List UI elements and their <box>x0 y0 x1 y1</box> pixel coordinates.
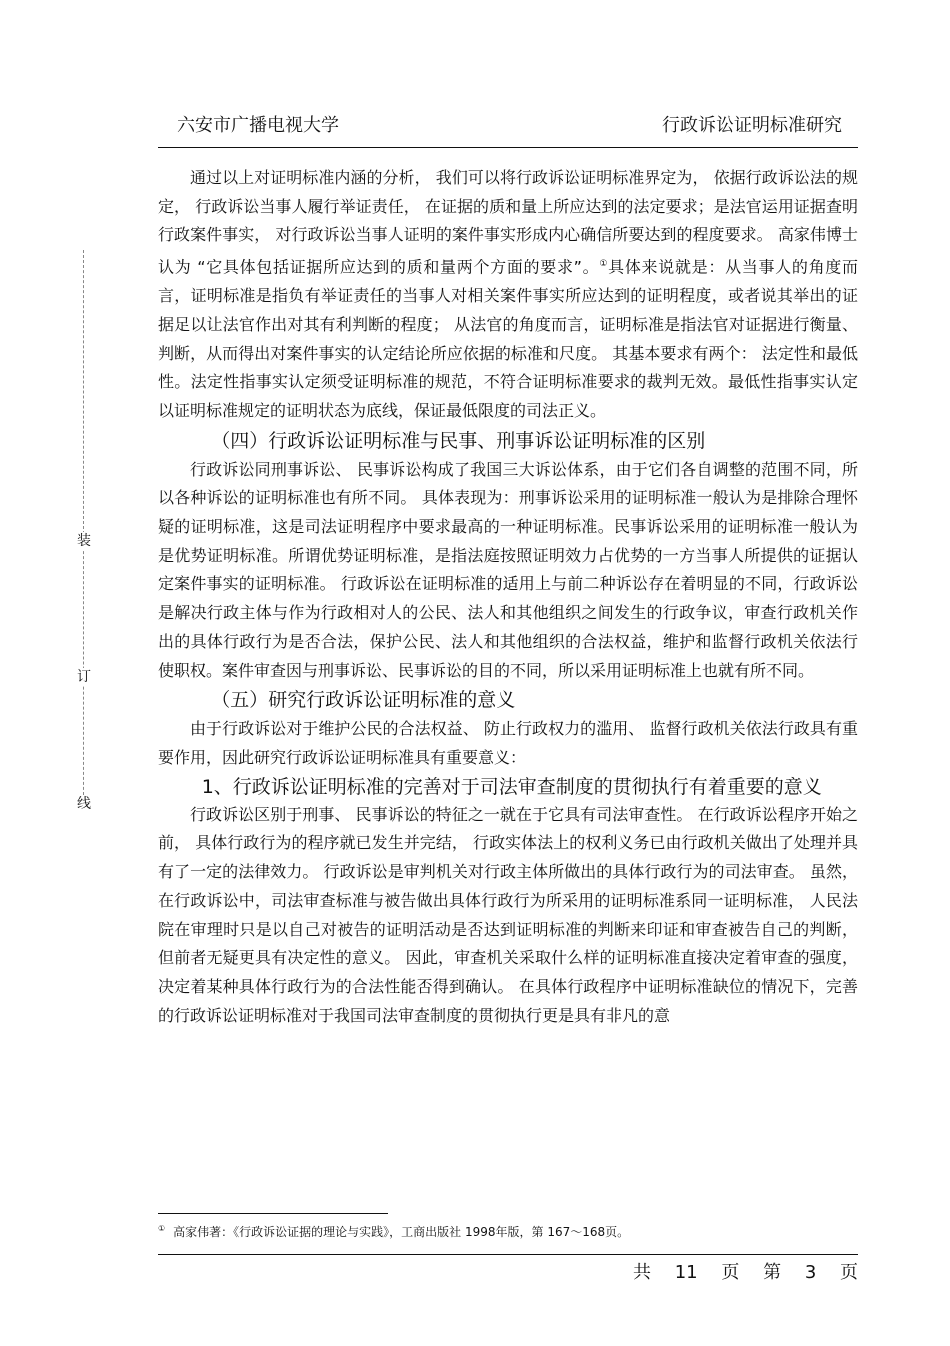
footnote-text: 高家伟著：《行政诉讼证据的理论与实践》，工商出版社 1998年版，第 167～168页。 <box>173 1225 630 1239</box>
footer-page-unit-2: 页 <box>840 1262 858 1283</box>
paragraph-definition-text: 通过以上对证明标准内涵的分析， 我们可以将行政诉讼证明标准界定为， 依据行政诉讼法的规定， 行政诉讼当事人履行举证责任， 在证据的质和量上所应达到的法定要求；是法官运用证据查明行政案件事实， 对行政诉讼当事人证明的案件事实形成内心确信所要达到的程度要求。 高家伟博士认为 “它具体包括证据所应达到的质和量两个方面的要求”。 <box>158 168 858 277</box>
binding-char-ding: 订 <box>77 669 91 685</box>
page-footer <box>621 1258 858 1284</box>
binding-char-xian: 线 <box>77 796 91 812</box>
footnote-rule <box>158 1213 388 1214</box>
body-content <box>158 164 858 1030</box>
footer-rule <box>158 1254 858 1255</box>
binding-char-zhuang: 装 <box>77 533 91 549</box>
binding-margin <box>76 250 92 810</box>
header-institution: 六安市广播电视大学 <box>177 115 339 136</box>
footnote-mark: ① <box>158 1224 166 1233</box>
paragraph-comparison: 行政诉讼同刑事诉讼、 民事诉讼构成了我国三大诉讼体系，由于它们各自调整的范围不同，所以各种诉讼的证明标准也有所不同。 具体表现为：刑事诉讼采用的证明标准一般认为是排除合理怀疑的证明标准，这是司法证明程序中要求最高的一种证明标准。民事诉讼采用的证明标准一般认为是优势证明标准。所谓优势证明标准，是指法庭按照证明效力占优势的一方当事人所提供的证据认定案件事实的证明标准。 行政诉讼在证明标准的适用上与前二种诉讼存在着明显的不同，行政诉讼是解决行政主体与作为行政相对人的公民、法人和其他组织之间发生的行政争议，审查行政机关作出的具体行政行为是否合法，保护公民、法人和其他组织的合法权益，维护和监督行政机关依法行使职权。案件审查因与刑事诉讼、民事诉讼的目的不同，所以采用证明标准上也就有所不同。 <box>158 459 858 680</box>
subsection-heading-1: 1、行政诉讼证明标准的完善对于司法审查制度的贯彻执行有着重要的意义 <box>201 775 822 798</box>
paragraph-definition <box>158 164 858 426</box>
footer-total-label: 共 <box>632 1262 651 1283</box>
paragraph-judicial-review: 行政诉讼区别于刑事、 民事诉讼的特征之一就在于它具有司法审查性。 在行政诉讼程序开始之前， 具体行政行为的程序就已发生并完结， 行政实体法上的权利义务已由行政机关做出了处理并具有了一定的法律效力。 行政诉讼是审判机关对行政主体所做出的具体行政行为的司法审查。 虽然，在行政诉讼中，司法审查标准与被告做出具体行政行为所采用的证明标准系同一证明标准， 人民法院在审理时只是以自己对被告的证明活动是否达到证明标准的判断来印证和审查被告自己的判断， 但前者无疑更具有决定性的意义。 因此，审查机关采取什么样的证明标准直接决定着审查的强度， 决定着某种具体行政行为的合法性能否得到确认。 在具体行政程序中证明标准缺位的情况下，完善的行政诉讼证明标准对于我国司法审查制度的贯彻执行更是具有非凡的意 <box>158 804 858 1025</box>
footer-total-pages: 11 <box>674 1262 698 1283</box>
footnote-reference[interactable]: ① <box>599 259 609 270</box>
header-title: 行政诉讼证明标准研究 <box>662 115 842 136</box>
footer-current-label: 第 <box>763 1262 782 1283</box>
header-rule <box>158 147 858 148</box>
binding-dashed-line <box>83 250 84 810</box>
paragraph-definition-tail: 具体来说就是：从当事人的角度而言，证明标准是指负有举证责任的当事人对相关案件事实所应达到的证明程度，或者说其举出的证据足以让法官作出对其有利判断的程度； 从法官的角度而言，证明标准是指法官对证据进行衡量、 判断，从而得出对案件事实的认定结论所应依据的标准和尺度。 其基本要求有两个： 法定性和最低性。法定性指事实认定须受证明标准的规范，不符合证明标准要求的裁判无效。最低性指事实认定以证明标准规定的证明状态为底线，保证最低限度的司法正义。 <box>158 257 858 420</box>
section-heading-5: （五）研究行政诉讼证明标准的意义 <box>211 689 516 712</box>
section-heading-4: （四）行政诉讼证明标准与民事、刑事诉讼证明标准的区别 <box>211 429 706 452</box>
footnote <box>158 1223 629 1240</box>
footer-current-page: 3 <box>804 1262 817 1283</box>
paragraph-significance: 由于行政诉讼对于维护公民的合法权益、 防止行政权力的滥用、 监督行政机关依法行政具有重要作用，因此研究行政诉讼证明标准具有重要意义： <box>158 719 858 767</box>
footer-page-unit-1: 页 <box>721 1262 740 1283</box>
